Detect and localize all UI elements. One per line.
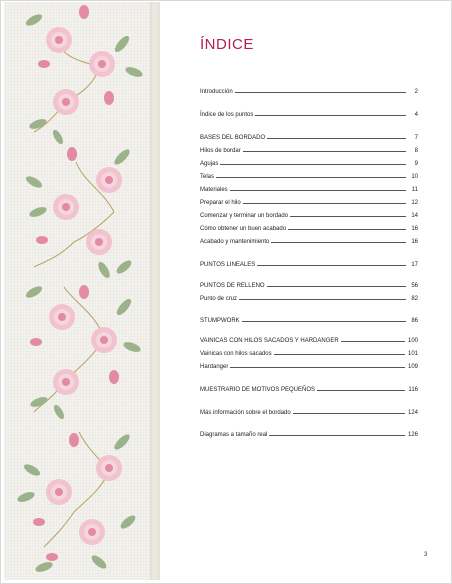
toc-entry-page: 8: [414, 148, 418, 154]
toc-entry-label: Preparar el hilo: [200, 200, 241, 206]
toc-entry-page: 101: [407, 351, 418, 357]
toc-entry-label: Materiales: [200, 187, 228, 193]
toc-entry-page: 56: [411, 283, 418, 289]
toc-entry-leader: [269, 435, 405, 436]
toc-entry[interactable]: [200, 334, 418, 344]
toc-entry-label: Acabado y mantenimiento: [200, 239, 270, 245]
toc-entry[interactable]: [200, 258, 418, 268]
embroidery-svg: [4, 2, 164, 580]
toc-entry-label: Hardanger: [200, 364, 229, 370]
toc-entry-page: 82: [411, 296, 418, 302]
page-number: 3: [424, 552, 428, 558]
toc-entry-leader: [239, 299, 406, 300]
toc-entry[interactable]: [200, 222, 418, 232]
toc-entry-label: Introducción: [200, 89, 233, 95]
toc-entry-leader: [317, 390, 405, 391]
embroidery-illustration: [4, 2, 164, 580]
toc-entry-leader: [341, 341, 405, 342]
toc-entry-page: 4: [414, 112, 418, 118]
toc-entry-label: Comenzar y terminar un bordado: [200, 213, 289, 219]
toc-entry[interactable]: [200, 196, 418, 206]
toc-entry-leader: [235, 92, 406, 93]
toc-entry[interactable]: [200, 292, 418, 302]
toc-entry-label: Punto de cruz: [200, 296, 238, 302]
toc-entry-page: 7: [414, 135, 418, 141]
toc-entry-label: Índice de los puntos: [200, 112, 254, 118]
toc-entry-leader: [267, 286, 406, 287]
toc-entry[interactable]: [200, 183, 418, 193]
toc-entry-label: MUESTRARIO DE MOTIVOS PEQUEÑOS: [200, 387, 316, 393]
toc-entry-leader: [257, 265, 406, 266]
toc-entry[interactable]: [200, 157, 418, 167]
toc-entry[interactable]: [200, 85, 418, 95]
toc-entry-page: 16: [411, 226, 418, 232]
toc-entry-label: Más información sobre el bordado: [200, 410, 291, 416]
toc-entry-label: Cómo obtener un buen acabado: [200, 226, 287, 232]
toc-entry-leader: [274, 354, 405, 355]
toc-entry-label: Hilos de bordar: [200, 148, 241, 154]
toc-title: ÍNDICE: [200, 36, 254, 53]
toc-entry[interactable]: [200, 108, 418, 118]
toc-entry[interactable]: [200, 314, 418, 324]
toc-entry-label: PUNTOS DE RELLENO: [200, 283, 265, 289]
toc-entry-page: 10: [411, 174, 418, 180]
toc-entry[interactable]: [200, 131, 418, 141]
toc-entry-label: PUNTOS LINEALES: [200, 262, 256, 268]
toc-entry-page: 109: [407, 364, 418, 370]
toc-entry-page: 126: [407, 432, 418, 438]
toc-entry-leader: [243, 203, 406, 204]
toc-entry[interactable]: [200, 383, 418, 393]
toc-entry-label: STUMPWORK: [200, 318, 240, 324]
toc-entry[interactable]: [200, 170, 418, 180]
toc-entry-leader: [271, 242, 406, 243]
toc-entry[interactable]: [200, 144, 418, 154]
toc-entry[interactable]: [200, 279, 418, 289]
hemstitch-border: [150, 2, 160, 580]
toc-entry-label: Agujas: [200, 161, 219, 167]
toc-entry-page: 14: [411, 213, 418, 219]
toc-entry[interactable]: [200, 235, 418, 245]
toc-entry[interactable]: [200, 428, 418, 438]
toc-entry-page: 17: [411, 262, 418, 268]
toc-entry-leader: [255, 115, 406, 116]
toc-entry-leader: [230, 367, 405, 368]
toc-entry-label: Vainicas con hilos sacados: [200, 351, 272, 357]
toc-entry[interactable]: [200, 406, 418, 416]
toc-entry-page: 9: [414, 161, 418, 167]
toc-entry-page: 2: [414, 89, 418, 95]
toc-entry-label: VAINICAS CON HILOS SACADOS Y HARDANGER: [200, 338, 339, 344]
toc-entry-page: 16: [411, 239, 418, 245]
toc-entry-page: 12: [411, 200, 418, 206]
table-of-contents: [200, 36, 418, 438]
toc-entry-leader: [230, 190, 406, 191]
toc-entry[interactable]: [200, 360, 418, 370]
toc-entry-leader: [243, 151, 406, 152]
toc-entry-page: 124: [407, 410, 418, 416]
toc-entry[interactable]: [200, 209, 418, 219]
toc-entry-label: Diagramas a tamaño real: [200, 432, 268, 438]
toc-entry-page: 116: [408, 387, 418, 393]
toc-entry-page: 11: [411, 187, 418, 193]
toc-entry-leader: [242, 321, 406, 322]
toc-entry-leader: [288, 229, 406, 230]
toc-entry-page: 100: [407, 338, 418, 344]
toc-entry-label: BASES DEL BORDADO: [200, 135, 266, 141]
toc-entry-page: 86: [411, 318, 418, 324]
toc-entry-leader: [293, 413, 405, 414]
toc-entry-label: Telas: [200, 174, 215, 180]
toc-entry[interactable]: [200, 347, 418, 357]
toc-entry-leader: [267, 138, 406, 139]
toc-entry-leader: [220, 164, 406, 165]
toc-entry-leader: [216, 177, 406, 178]
toc-entry-leader: [290, 216, 406, 217]
